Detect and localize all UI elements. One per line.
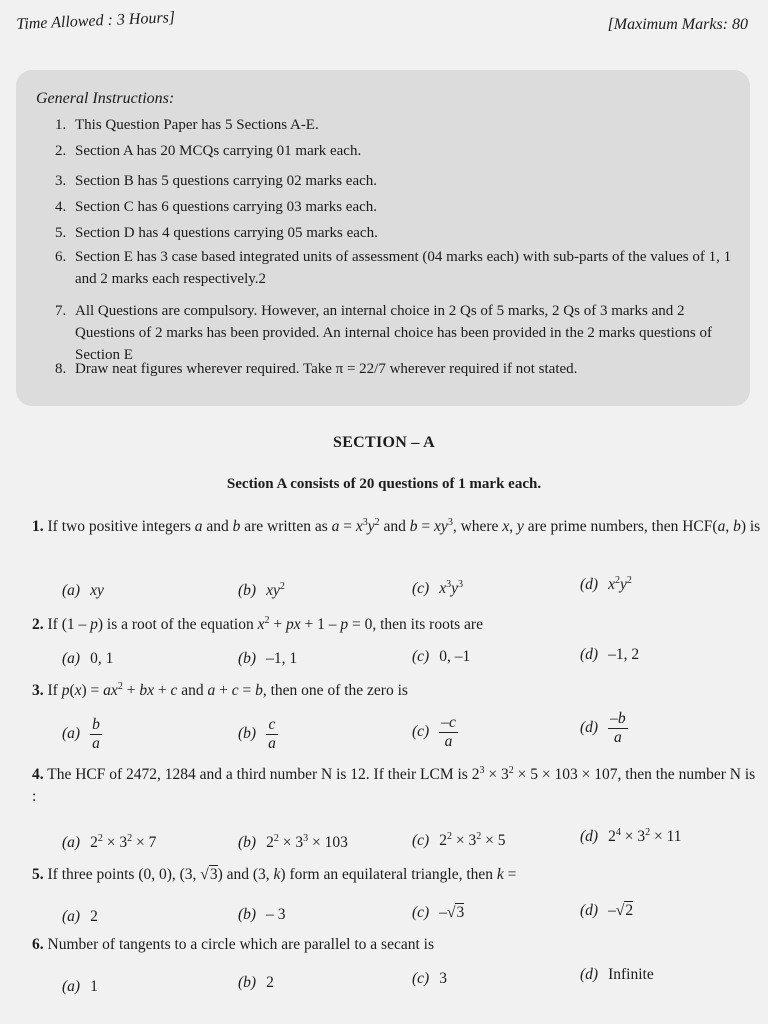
question-number: 1. <box>32 518 44 535</box>
option-value: 0, 1 <box>90 650 114 667</box>
option-label: (a) <box>62 834 81 851</box>
instruction-item <box>55 358 740 380</box>
option-label: (d) <box>580 646 599 663</box>
option-c <box>412 714 458 751</box>
option-c: (c) $2^2 \times 3^2 \times 5$ <box>412 830 506 849</box>
option-d: (d) $2^4 \times 3^2 \times 11$ <box>580 826 682 845</box>
option-b <box>238 974 274 992</box>
question-2 <box>32 614 762 636</box>
option-c: (c) $x^3y^3$ <box>412 578 463 597</box>
option-c: (c) –√3 <box>412 904 465 921</box>
option-d: (d) –√2 <box>580 902 634 919</box>
option-label: (d) <box>580 719 599 737</box>
fraction: $\frac{b}{a}$ <box>92 716 100 752</box>
time-allowed: Time Allowed : 3 Hours] <box>16 9 176 33</box>
question-5 <box>32 864 762 886</box>
option-d <box>580 710 628 747</box>
instruction-text: All Questions are compulsory. However, an internal choice in 2 Qs of 5 marks, 2 Qs of 3 marks and 2 Questions of 2 marks has been provided. An internal choice has been provided in the 2 marks questions of Section E <box>75 303 712 363</box>
instruction-number: 8. <box>55 361 67 377</box>
option-b: (b) $xy^2$ <box>238 580 285 599</box>
instruction-number: 3. <box>55 173 67 189</box>
option-label: (d) <box>580 828 599 845</box>
option-value: –1, 1 <box>266 650 298 667</box>
option-a: (a) $2^2 \times 3^2 \times 7$ <box>62 832 157 851</box>
option-label: (a) <box>62 978 81 995</box>
question-number: 5. <box>32 866 44 883</box>
question-text: If $p(x) = ax^2$ + bx + c and a + c = b, then one of the zero is <box>47 680 408 699</box>
option-label: (c) <box>412 832 430 849</box>
option-label: (d) <box>580 902 599 919</box>
instruction-text: This Question Paper has 5 Sections A-E. <box>75 117 319 133</box>
section-subtitle: Section A consists of 20 questions of 1 mark each. <box>226 476 542 492</box>
option-a <box>62 650 113 668</box>
option-c <box>412 648 470 666</box>
option-value: 3 <box>439 970 447 987</box>
instruction-text: Section A has 20 MCQs carrying 01 mark each. <box>75 143 362 159</box>
option-b <box>238 650 297 668</box>
instruction-number: 7. <box>55 303 67 319</box>
option-c <box>412 970 447 988</box>
instruction-item <box>55 222 740 244</box>
instruction-item <box>55 246 740 290</box>
instructions-title: General Instructions: <box>36 90 175 107</box>
option-label: (c) <box>412 970 430 987</box>
option-value: 1 <box>90 978 98 995</box>
option-label: (c) <box>412 580 430 597</box>
fraction: $\frac{-c}{a}$ <box>441 714 456 750</box>
option-d <box>580 966 654 984</box>
question-text: If (1 – p) is a root of the equation $x^2$ + px + 1 – p = 0, then its roots are <box>47 614 483 633</box>
question-6 <box>32 934 762 956</box>
instruction-item <box>55 114 740 136</box>
option-label: (a) <box>62 582 81 599</box>
option-label: (b) <box>238 725 257 743</box>
question-text: Number of tangents to a circle which are parallel to a secant is <box>47 936 434 953</box>
fraction: $\frac{c}{a}$ <box>268 716 276 752</box>
option-label: (b) <box>238 974 257 991</box>
option-a <box>62 716 102 753</box>
instruction-text: Section C has 6 questions carrying 03 marks each. <box>75 199 378 215</box>
question-1 <box>32 516 762 538</box>
question-number: 3. <box>32 682 44 699</box>
option-label: (a) <box>62 725 81 743</box>
option-b: (b) $2^2 \times 3^3 \times 103$ <box>238 832 348 851</box>
option-label: (c) <box>412 648 430 665</box>
option-label: (b) <box>238 650 257 667</box>
instruction-item <box>55 196 740 218</box>
instruction-text: Section B has 5 questions carrying 02 marks each. <box>75 173 378 189</box>
option-value: 2 <box>266 974 274 991</box>
option-label: (b) <box>238 582 257 599</box>
question-text: The HCF of 2472, 1284 and a third number N is 12. If their LCM is $2^3 \times 3^2 \times 5 \times 103 \times 107$, then the number N is : <box>32 764 756 805</box>
option-value: –1, 2 <box>608 646 640 663</box>
question-number: 4. <box>32 766 44 783</box>
option-label: (a) <box>62 908 81 925</box>
instruction-number: 6. <box>55 249 67 265</box>
question-3 <box>32 680 762 702</box>
question-4 <box>32 764 762 808</box>
instruction-item <box>55 300 740 366</box>
option-value: Infinite <box>608 966 654 983</box>
maximum-marks: [Maximum Marks: 80 <box>607 16 748 33</box>
instruction-text: Section D has 4 questions carrying 05 marks each. <box>75 225 378 241</box>
instruction-text: Section E has 3 case based integrated units of assessment (04 marks each) with sub-parts of the values of 1, 1 and 2 marks each respectively.2 <box>75 249 732 287</box>
instruction-number: 1. <box>55 117 67 133</box>
instruction-item <box>55 140 740 162</box>
question-text: If two positive integers a and b are written as $a = x^3y^2$ and $b = xy^3$, where x, y are prime numbers, then HCF(a, b) is <box>47 516 761 535</box>
section-title: SECTION – A <box>333 434 435 451</box>
option-a <box>62 978 98 996</box>
option-d <box>580 646 639 664</box>
option-label: (b) <box>238 834 257 851</box>
instruction-number: 4. <box>55 199 67 215</box>
option-label: (a) <box>62 650 81 667</box>
instruction-text: Draw neat figures wherever required. Take π = 22/7 wherever required if not stated. <box>75 361 578 377</box>
option-d: (d) $x^2y^2$ <box>580 574 632 593</box>
option-label: (d) <box>580 576 599 593</box>
option-a: (a) 2 <box>62 908 98 925</box>
instruction-item <box>55 170 740 192</box>
option-label: (c) <box>412 904 430 921</box>
option-b <box>238 716 278 753</box>
option-label: (c) <box>412 723 430 741</box>
fraction: $\frac{-b}{a}$ <box>610 710 626 746</box>
question-text: If three points (0, 0), (3, √3) and (3, k) form an equilateral triangle, then k = <box>47 866 517 883</box>
question-number: 6. <box>32 936 44 953</box>
question-number: 2. <box>32 616 44 633</box>
option-a: (a) xy <box>62 582 104 599</box>
instruction-number: 5. <box>55 225 67 241</box>
instruction-number: 2. <box>55 143 67 159</box>
option-label: (d) <box>580 966 599 983</box>
option-value: 0, –1 <box>439 648 471 665</box>
option-b: (b) – 3 <box>238 906 286 923</box>
option-label: (b) <box>238 906 257 923</box>
